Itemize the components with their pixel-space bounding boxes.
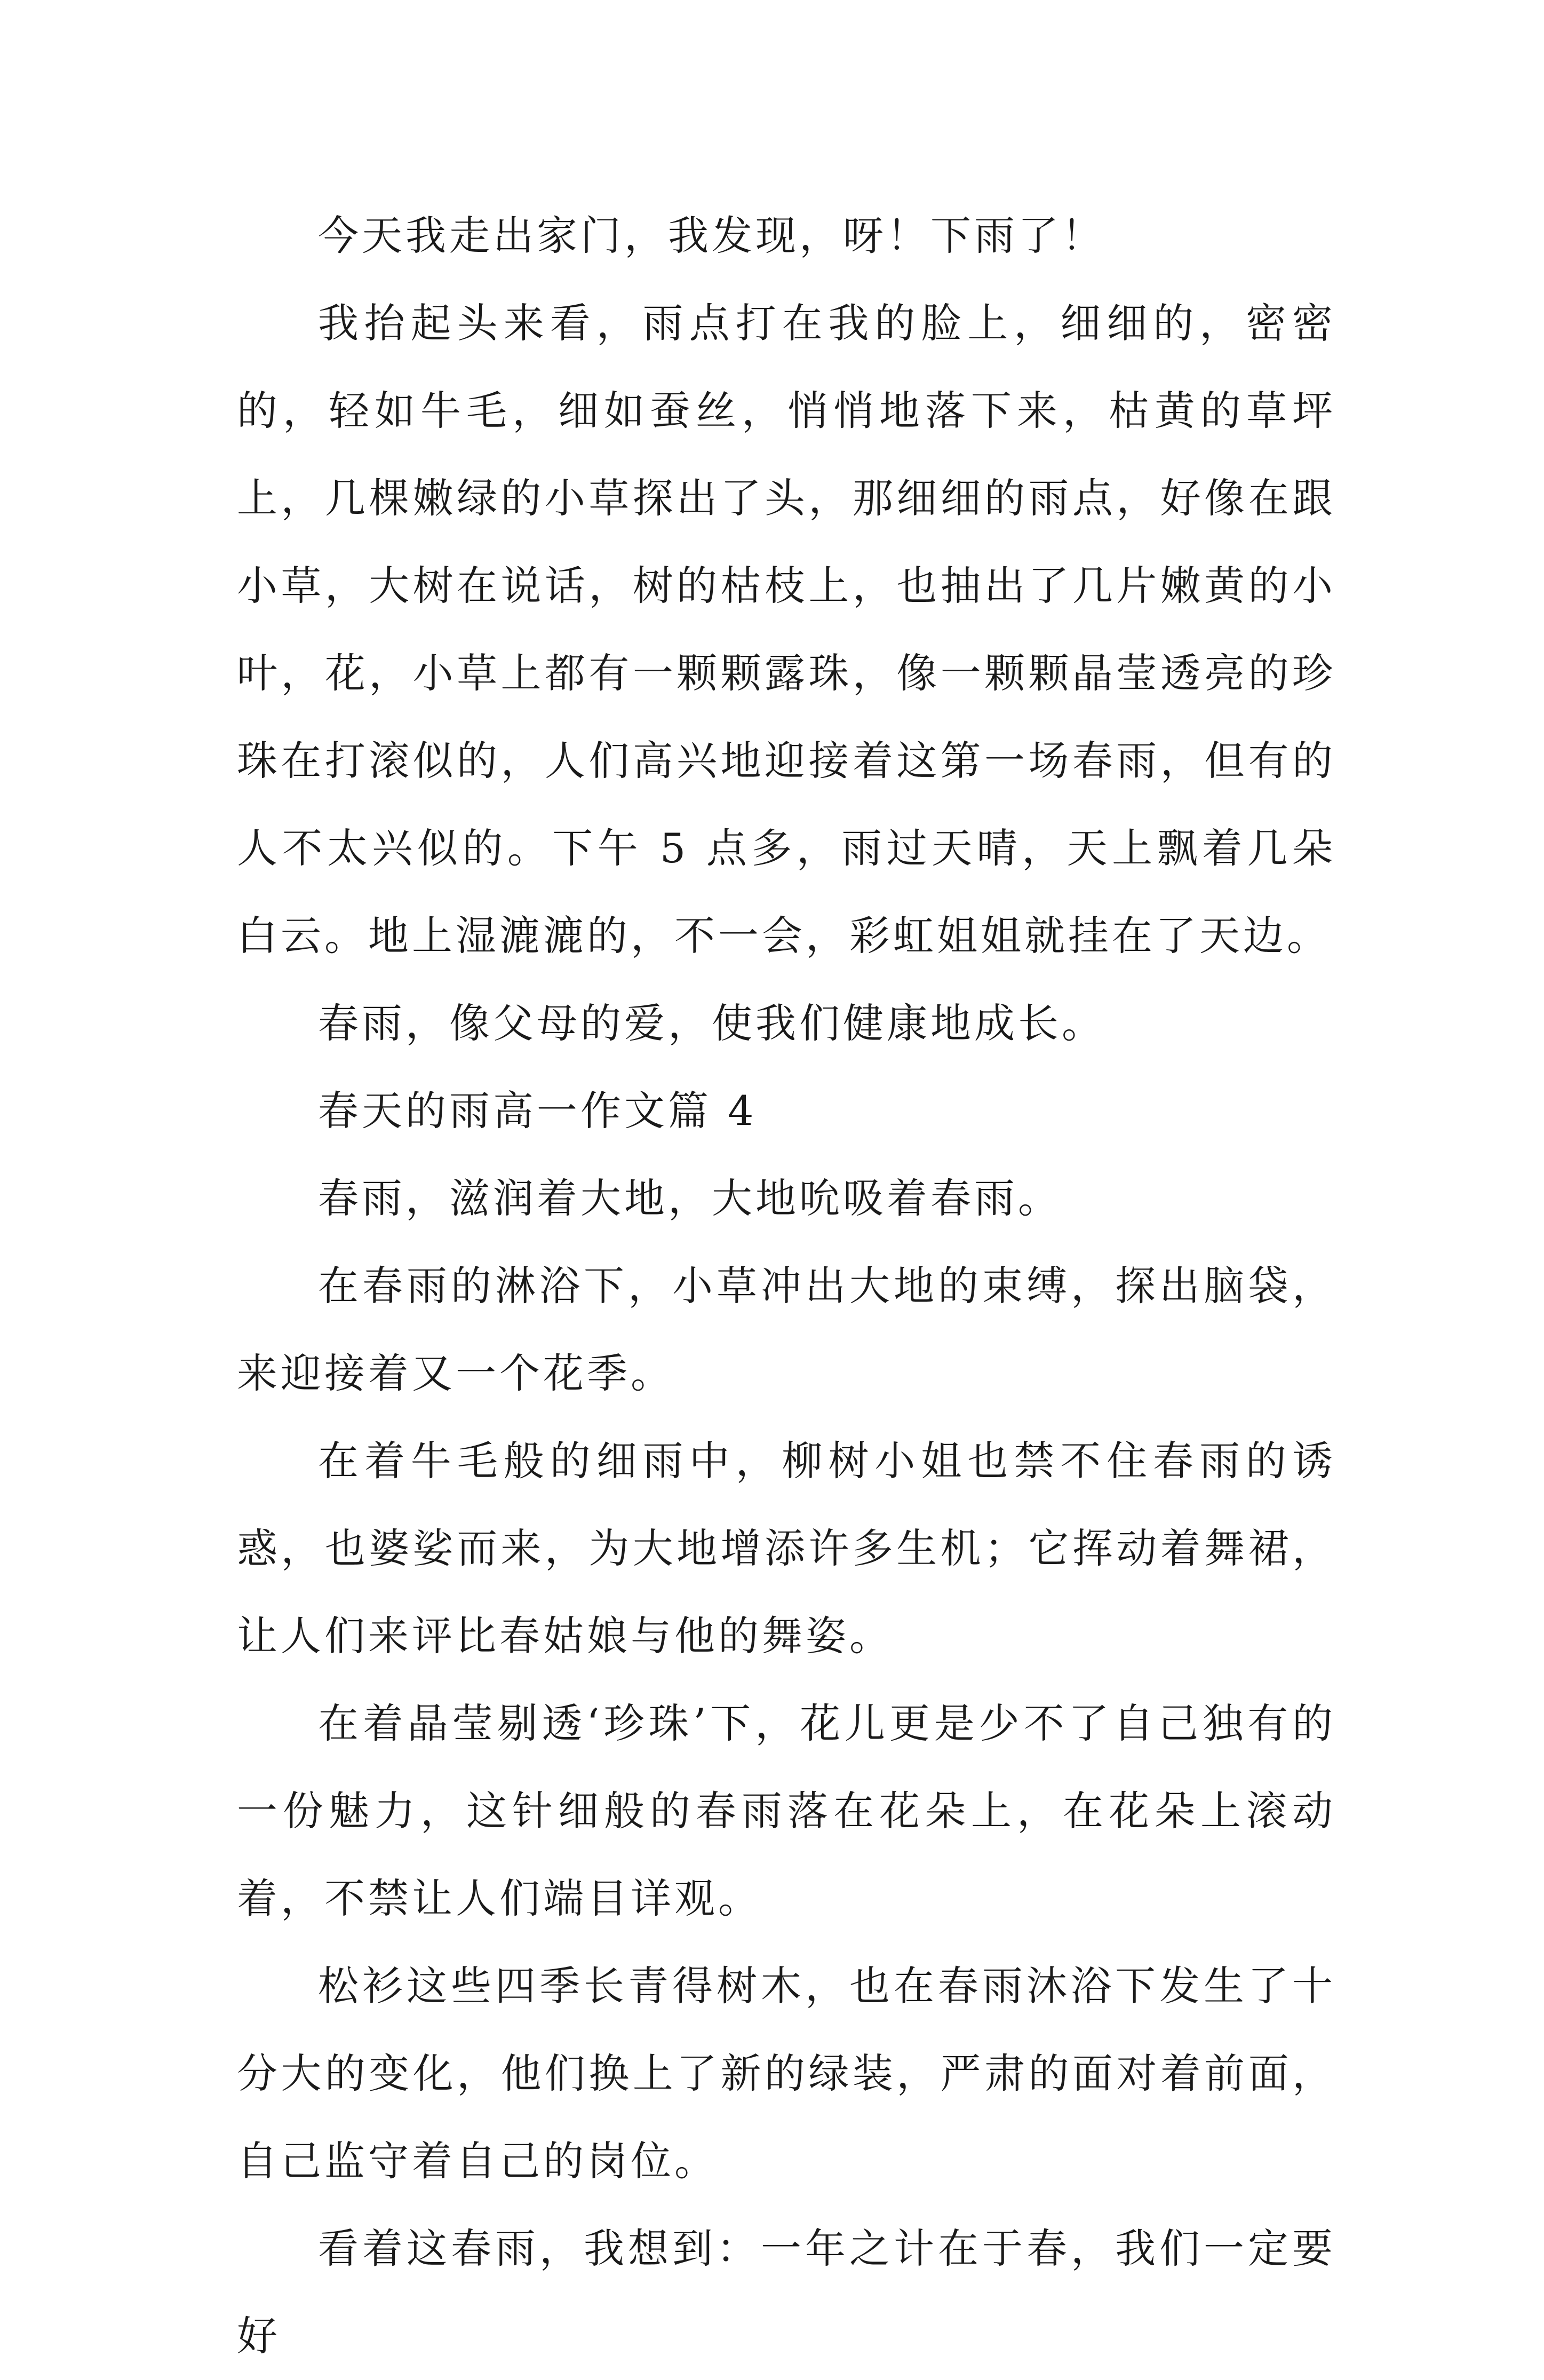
paragraph-6: 在着牛毛般的细雨中，柳树小姐也禁不住春雨的诱惑，也婆娑而来，为大地增添许多生机；它挥动着舞裙，让人们来评比春姑娘与他的舞姿。 [237, 1437, 1336, 1660]
paragraph-5: 在春雨的淋浴下，小草冲出大地的束缚，探出脑袋，来迎接着又一个花季。 [237, 1262, 1336, 1397]
document-body [237, 192, 1336, 2380]
paragraph-9: 看着这春雨，我想到：一年之计在于春，我们一定要好 [237, 2225, 1336, 2360]
paragraph-4: 春雨，滋润着大地，大地吮吸着春雨。 [318, 1175, 1062, 1222]
paragraph-2: 我抬起头来看，雨点打在我的脸上，细细的，密密的，轻如牛毛，细如蚕丝，悄悄地落下来，枯黄的草坪上，几棵嫩绿的小草探出了头，那细细的雨点，好像在跟小草，大树在说话，树的枯枝上，也抽出了几片嫩黄的小叶，花，小草上都有一颗颗露珠，像一颗颗晶莹透亮的珍珠在打滚似的，人们高兴地迎接着这第一场春雨，但有的人不太兴似的。下午 5 点多，雨过天晴，天上飘着几朵白云。地上湿漉漉的，不一会，彩虹姐姐就挂在了天边。 [237, 299, 1336, 959]
section-heading: 春天的雨高一作文篇 4 [318, 1087, 757, 1135]
paragraph-3: 春雨，像父母的爱，使我们健康地成长。 [318, 999, 1105, 1047]
paragraph-1: 今天我走出家门，我发现，呀！下雨了！ [318, 212, 1105, 259]
paragraph-7: 在着晶莹剔透‘珍珠’下，花儿更是少不了自己独有的一份魅力，这针细般的春雨落在花朵上，在花朵上滚动着，不禁让人们端目详观。 [237, 1700, 1336, 1922]
paragraph-8: 松衫这些四季长青得树木，也在春雨沐浴下发生了十分大的变化，他们换上了新的绿装，严肃的面对着前面，自己监守着自己的岗位。 [237, 1962, 1336, 2185]
